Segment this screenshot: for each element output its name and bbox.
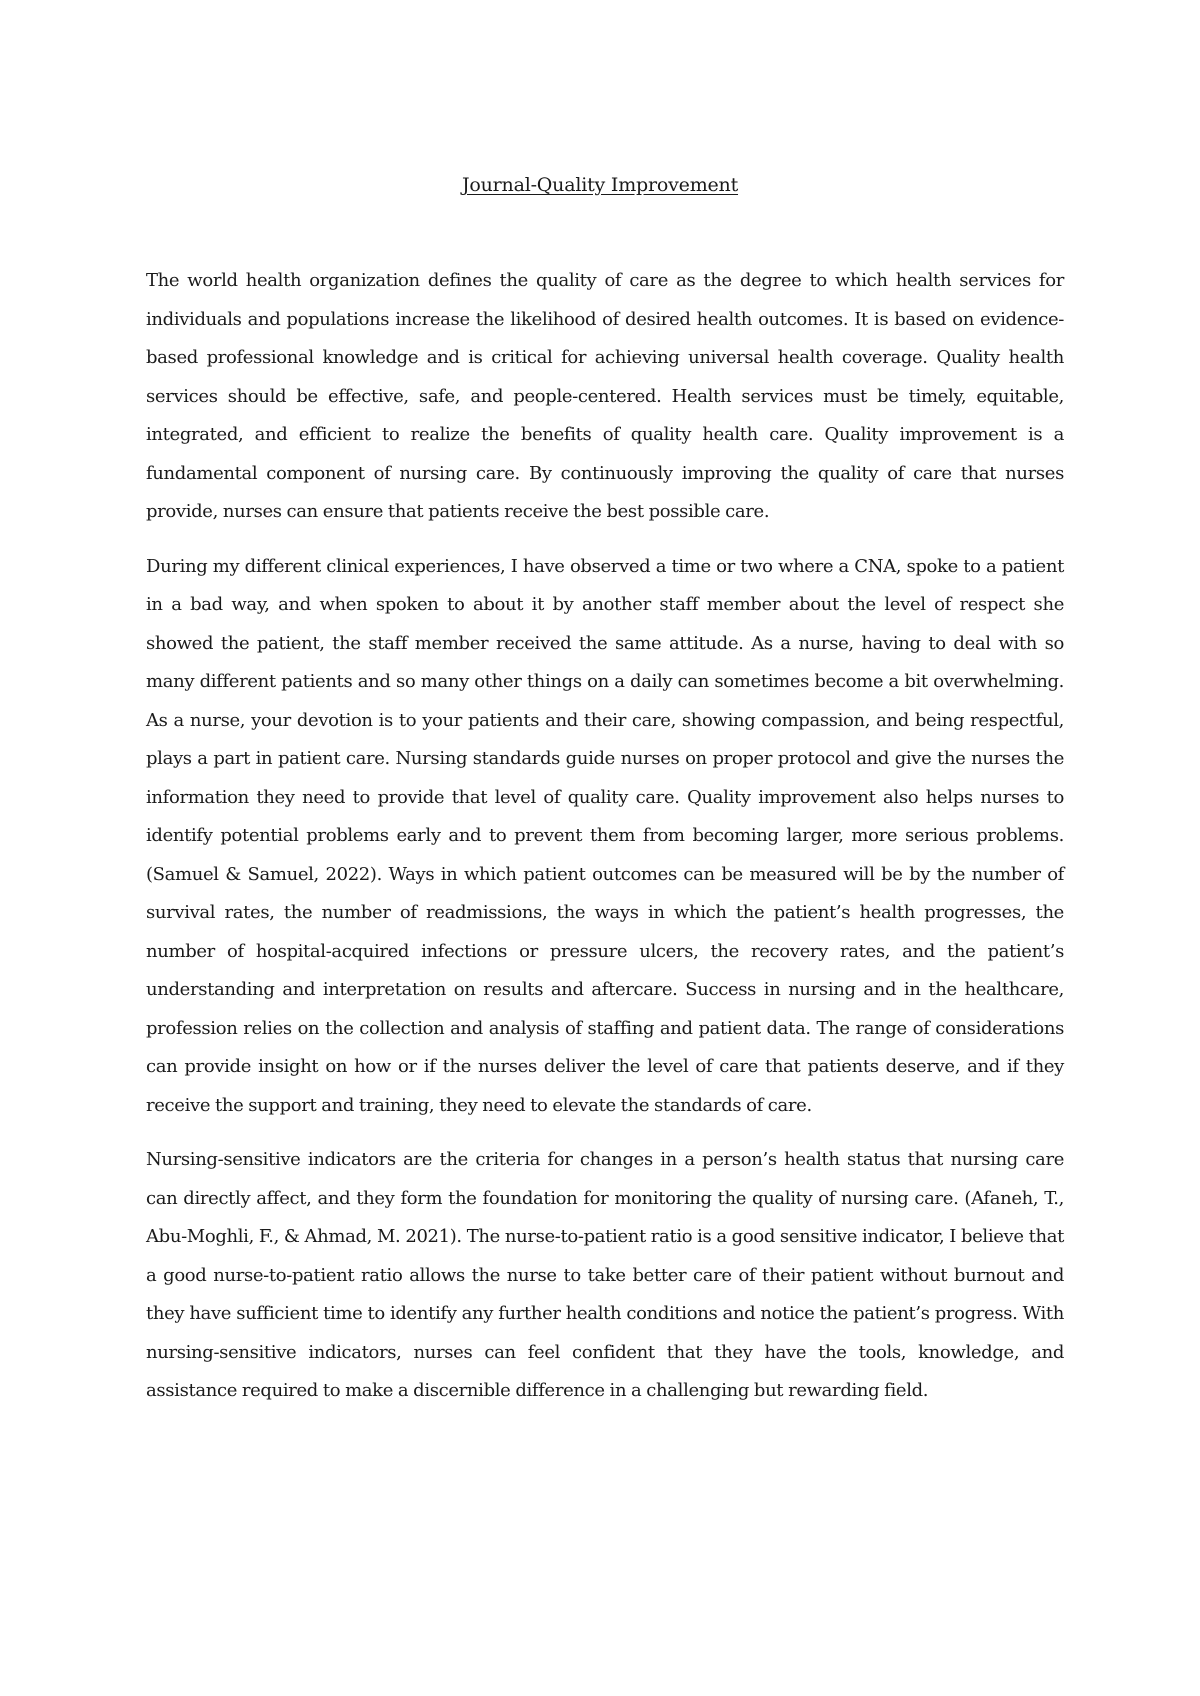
paragraph-quality-of-care-definition: The world health organization defines the quality of care as the degree to which health services for individuals and populations increase the likelihood of desired health outcomes. It is based on evidence-based professional knowledge and is critical for achieving universal health coverage. Quality health services should be effective, safe, and people-centered. Health services must be timely, equitable, integrated, and efficient to realize the benefits of quality health care. Quality improvement is a fundamental component of nursing care. By continuously improving the quality of care that nurses provide, nurses can ensure that patients receive the best possible care. bbox=[146, 270, 1064, 522]
document-title: Journal-Quality Improvement bbox=[461, 174, 739, 196]
document-body bbox=[146, 262, 1064, 1411]
paragraph-nursing-sensitive-indicators: Nursing-sensitive indicators are the criteria for changes in a person’s health status that nursing care can directly affect, and they form the foundation for monitoring the quality of nursing care. (Afaneh, T., Abu-Moghli, F., & Ahmad, M. 2021). The nurse-to-patient ratio is a good sensitive indicator, I believe that a good nurse-to-patient ratio allows the nurse to take better care of their patient without burnout and they have sufficient time to identify any further health conditions and notice the patient’s progress. With nursing-sensitive indicators, nurses can feel confident that they have the tools, knowledge, and assistance required to make a discernible difference in a challenging but rewarding field. bbox=[146, 1149, 1064, 1401]
paragraph-clinical-experiences: During my different clinical experiences, I have observed a time or two where a CNA, spoke to a patient in a bad way, and when spoken to about it by another staff member about the level of respect she showed the patient, the staff member received the same attitude. As a nurse, having to deal with so many different patients and so many other things on a daily can sometimes become a bit overwhelming. As a nurse, your devotion is to your patients and their care, showing compassion, and being respectful, plays a part in patient care. Nursing standards guide nurses on proper protocol and give the nurses the information they need to provide that level of quality care. Quality improvement also helps nurses to identify potential problems early and to prevent them from becoming larger, more serious problems. (Samuel & Samuel, 2022). Ways in which patient outcomes can be measured will be by the number of survival rates, the number of readmissions, the ways in which the patient’s health progresses, the number of hospital-acquired infections or pressure ulcers, the recovery rates, and the patient’s understanding and interpretation on results and aftercare. Success in nursing and in the healthcare, profession relies on the collection and analysis of staffing and patient data. The range of considerations can provide insight on how or if the nurses deliver the level of care that patients deserve, and if they receive the support and training, they need to elevate the standards of care. bbox=[146, 555, 1064, 1116]
